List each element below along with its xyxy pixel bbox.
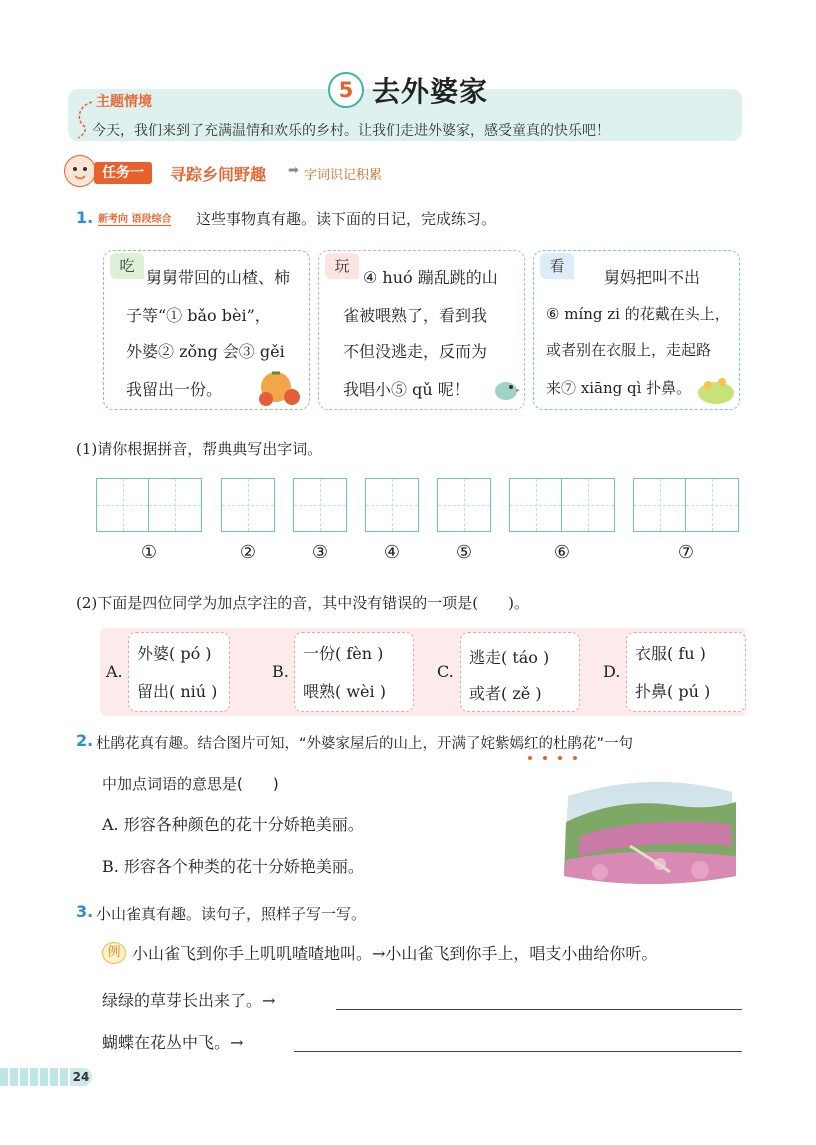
page-number: 24 (70, 1068, 92, 1086)
option-line: 逃走( táo ) (469, 648, 550, 667)
arrow-right-icon: ➡ (288, 163, 299, 178)
diary-tab: 吃 (110, 253, 144, 279)
writing-grid-5[interactable] (437, 478, 491, 532)
question-3-number: 3. (76, 902, 94, 921)
option-letter[interactable]: C. (437, 662, 454, 681)
option-line: 衣服( fu ) (635, 644, 706, 663)
grid-label: ⑦ (677, 542, 695, 563)
question-2-text: 杜鹃花真有趣。结合图片可知，“外婆家屋后的山上，开满了姹紫嫣红的杜鹃花”一句 (96, 736, 634, 752)
diary-line: 我唱小⑤ qǔ 呢！ (343, 380, 470, 399)
diary-box-look (533, 250, 740, 410)
sub-question-2: (2)下面是四位同学为加点字注的音，其中没有错误的一项是( )。 (76, 594, 529, 612)
writing-grid-7[interactable] (633, 478, 739, 532)
diary-line: 我留出一份。 (126, 380, 223, 399)
option-b-box[interactable] (294, 632, 414, 712)
grid-label: ⑥ (553, 542, 571, 563)
sub-question-1: (1)请你根据拼音，帮典典写出字词。 (76, 440, 323, 458)
option-letter[interactable]: D. (603, 662, 621, 681)
answer-line-1[interactable] (336, 1008, 742, 1010)
grid-label: ④ (383, 542, 401, 563)
option-line: 外婆( pó ) (137, 644, 212, 663)
option-line: 喂熟( wèi ) (303, 682, 386, 701)
grid-label: ⑤ (455, 542, 473, 563)
lesson-number: 5 (328, 72, 364, 108)
flower-bush-illustration-icon (696, 369, 736, 405)
answer-line-2[interactable] (294, 1050, 742, 1052)
question-2-text-cont: 中加点词语的意思是( ) (102, 775, 279, 793)
task-title: 寻踪乡间野趣 (170, 165, 267, 184)
option-letter[interactable]: A. (106, 662, 123, 681)
diary-box-play (318, 250, 525, 410)
diary-line: 舅妈把叫不出 (604, 268, 701, 287)
writing-grid-3[interactable] (293, 478, 347, 532)
lesson-title: 去外婆家 (372, 75, 489, 108)
option-line: 或者( zě ) (469, 684, 542, 703)
question-3-text: 小山雀真有趣。读句子，照样子写一写。 (96, 905, 367, 923)
diary-line: ⑥ míng zi 的花戴在头上， (546, 305, 730, 323)
fruit-illustration-icon (254, 367, 306, 407)
bird-illustration-icon (491, 375, 521, 405)
task-subtitle: 字词识记积累 (304, 168, 383, 183)
azalea-hillside-photo (560, 776, 740, 886)
question-2-number: 2. (76, 731, 94, 750)
diary-line: 舅舅带回的山楂、柿 (146, 268, 291, 287)
diary-line: 来⑦ xiāng qì 扑鼻。 (546, 379, 692, 397)
theme-label: 主题情境 (96, 94, 152, 110)
example-sentence: 小山雀飞到你手上叽叽喳喳地叫。→小山雀飞到你手上，唱支小曲给你听。 (132, 944, 658, 963)
diary-line: 外婆② zǒng 会③ gěi (126, 342, 285, 361)
writing-grid-6[interactable] (509, 478, 615, 532)
diary-line: ④ huó 蹦乱跳的山 (363, 268, 498, 287)
option-line: 留出( niú ) (137, 682, 218, 701)
diary-box-eat (103, 250, 310, 410)
option-line: 扑鼻( pú ) (635, 682, 711, 701)
diary-line: 不但没逃走，反而为 (343, 342, 488, 361)
writing-grid-4[interactable] (365, 478, 419, 532)
example-badge: 例 (102, 942, 126, 964)
option-letter[interactable]: B. (272, 662, 289, 681)
option-a-box[interactable] (128, 632, 230, 712)
question-1-number: 1. (76, 208, 94, 227)
option-b[interactable]: B. 形容各个种类的花十分娇艳美丽。 (102, 857, 364, 876)
option-line: 一份( fèn ) (303, 644, 384, 663)
kid-avatar-icon (64, 155, 96, 187)
question-1-text: 这些事物真有趣。读下面的日记，完成练习。 (196, 210, 497, 228)
diary-line: 子等“① bǎo bèi”， (126, 306, 271, 325)
option-c-box[interactable] (460, 632, 580, 712)
diary-line: 雀被喂熟了，看到我 (343, 306, 488, 325)
diary-tab: 看 (540, 253, 574, 279)
option-a[interactable]: A. 形容各种颜色的花十分娇艳美丽。 (102, 815, 364, 834)
writing-grid-2[interactable] (221, 478, 275, 532)
option-d-box[interactable] (626, 632, 746, 712)
diary-line: 或者别在衣服上，走起路 (546, 341, 712, 359)
writing-grid-1[interactable] (96, 478, 202, 532)
rewrite-prompt-1: 绿绿的草芽长出来了。→ (102, 991, 276, 1010)
page-number-strip (0, 1068, 70, 1086)
grid-label: ③ (311, 542, 329, 563)
grid-label: ① (140, 542, 158, 563)
task-badge: 任务一 (94, 162, 152, 184)
grid-label: ② (239, 542, 257, 563)
theme-text: 今天，我们来到了充满温情和欢乐的乡村。让我们走进外婆家，感受童真的快乐吧！ (92, 123, 610, 139)
diary-tab: 玩 (325, 253, 359, 279)
rewrite-prompt-2: 蝴蝶在花丛中飞。→ (102, 1033, 244, 1052)
new-trend-tag: 新考向 语段综合 (98, 210, 171, 226)
